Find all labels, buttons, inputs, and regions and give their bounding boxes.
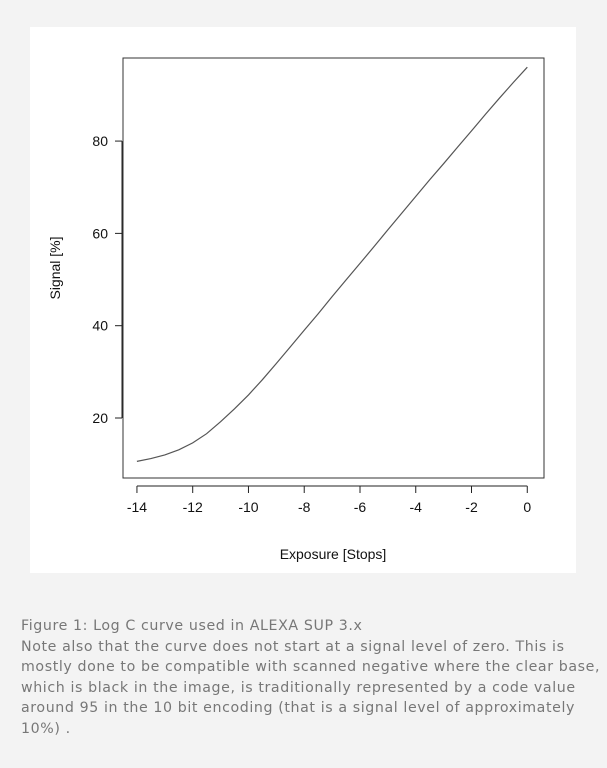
caption-note: Note also that the curve does not start at a signal level of zero. This is mostly done to be compatible with scanned negative where the clear base, which is black in the image, is traditionally represented by a code value around 95 in the 10 bit encoding (that is a signal level of approximately 10%) . — [21, 638, 601, 737]
y-axis — [92, 133, 122, 426]
x-tick-label: -14 — [126, 499, 148, 515]
y-tick-label: 40 — [92, 317, 108, 334]
plot-frame — [123, 58, 544, 478]
y-axis-label: Signal [%] — [47, 236, 63, 300]
x-tick-label: -2 — [465, 499, 478, 515]
x-tick-label: -10 — [238, 499, 259, 515]
figure-label: Figure 1: Log C curve used in ALEXA SUP 3.x — [21, 618, 363, 634]
series-line — [137, 67, 527, 461]
x-tick-label: -6 — [353, 499, 367, 515]
x-tick-label: -12 — [182, 499, 203, 515]
figure-caption — [21, 616, 601, 739]
x-tick-label: 0 — [523, 499, 532, 515]
y-tick-label: 20 — [92, 410, 108, 426]
y-tick-label: 60 — [92, 225, 108, 242]
x-axis — [127, 486, 532, 515]
figure-card — [30, 27, 576, 573]
x-tick-label: -4 — [409, 499, 422, 515]
logc-chart — [30, 27, 576, 573]
y-tick-label: 80 — [92, 133, 108, 150]
x-tick-label: -8 — [297, 499, 311, 515]
x-axis-label: Exposure [Stops] — [279, 546, 387, 562]
